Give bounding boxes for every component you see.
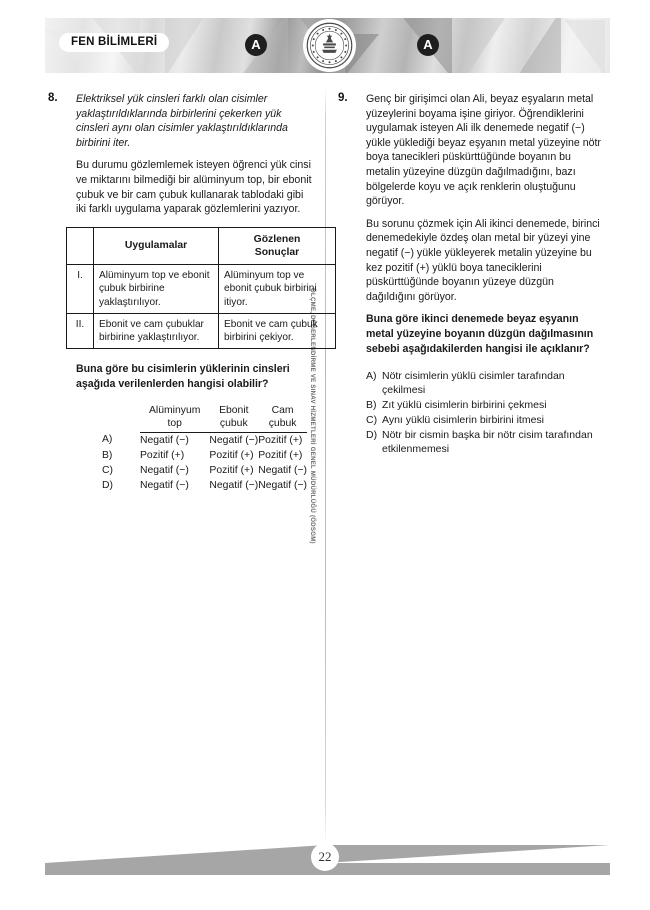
question-9-choices	[366, 369, 603, 456]
options-header-aluminum	[140, 405, 209, 432]
option-c-ebonite: Pozitif (+)	[209, 464, 254, 476]
option-d-ebonite: Negatif (−)	[209, 479, 259, 491]
footer-wing-right	[325, 845, 610, 863]
question-9-paragraph-2: Bu sorunu çözmek için Ali ikinci denemede, birinci denemedekiyle özdeş olan metal bir yüzeyi yine negatif (−) yükle yükleyerek metalin yüzeyine bu kez pozitif (+) yüklü boya taneciklerini püskürttüğünde boyanın yüzeye düzgün dağıldığını görüyor.	[366, 217, 600, 303]
option-c-aluminum: Negatif (−)	[140, 464, 189, 476]
choice-b[interactable]	[366, 398, 603, 412]
choice-c-text: Aynı yüklü cisimlerin birbirini itmesi	[382, 414, 545, 427]
booklet-code-left: A	[245, 34, 267, 56]
question-9	[338, 92, 603, 457]
column-divider	[325, 88, 326, 848]
question-8-options-table	[102, 405, 307, 492]
table-header-applications: Uygulamalar	[94, 227, 219, 264]
row-label-1: I.	[67, 265, 94, 314]
options-header-ebonite	[209, 405, 258, 432]
row-label-2: II.	[67, 313, 94, 348]
option-row-d[interactable]	[102, 478, 307, 493]
option-row-a[interactable]	[102, 432, 307, 448]
choice-d-text: Nötr bir cismin başka bir nötr cisim tarafından etkilenmemesi	[382, 429, 593, 456]
option-c-glass: Negatif (−)	[258, 464, 308, 476]
table-header-row	[67, 227, 336, 264]
choice-a-letter: A)	[366, 370, 377, 383]
options-header-aluminum-line2: top	[167, 417, 182, 429]
options-header-blank	[102, 405, 140, 432]
table-row	[67, 265, 336, 314]
option-d-aluminum: Negatif (−)	[140, 479, 189, 491]
options-header-ebonite-line1: Ebonit	[219, 405, 249, 417]
option-letter-d: D)	[102, 479, 113, 491]
choice-c-letter: C)	[366, 414, 378, 427]
option-a-ebonite: Negatif (−)	[209, 434, 259, 446]
question-9-number: 9.	[338, 92, 348, 104]
table-row	[67, 313, 336, 348]
option-a-aluminum: Negatif (−)	[140, 434, 189, 446]
question-8-prompt: Buna göre bu cisimlerin yüklerinin cinsleri aşağıda verilenlerden hangisi olabilir?	[76, 363, 290, 390]
options-header-row	[102, 405, 307, 432]
option-row-c[interactable]	[102, 463, 307, 478]
option-d-glass: Negatif (−)	[258, 479, 308, 491]
choice-a[interactable]	[366, 369, 603, 397]
choice-d[interactable]	[366, 428, 603, 456]
page-number: 22	[311, 843, 339, 871]
page-footer	[0, 845, 650, 890]
option-letter-b: B)	[102, 449, 113, 461]
choice-d-letter: D)	[366, 429, 378, 442]
table-header-blank	[67, 227, 94, 264]
choice-b-text: Zıt yüklü cisimlerin birbirini çekmesi	[382, 399, 547, 412]
options-header-glass	[258, 405, 307, 432]
table-header-results-line1: Gözlenen	[253, 233, 301, 245]
option-letter-a: A)	[102, 434, 113, 446]
header-facet	[515, 18, 561, 73]
experiments-table	[66, 227, 336, 349]
question-9-body	[366, 92, 603, 456]
question-9-paragraph-1: Genç bir girişimci olan Ali, beyaz eşyaların metal yüzeylerini boyama işine giriyor. Öğrendiklerini uygulamak isteyen Ali ilk denemede negatif (−) yükle yüklediği beyaz eşyanın metal yüzeyine nötr boya tanecikleri püskürttüğünde boyanın bu metalin yüzeyine düzgün dağılmadığını, bazı bölgelerde koyu ve açık renklerin oluştuğunu görüyor.	[366, 93, 601, 208]
subject-title: FEN BİLİMLERİ	[59, 33, 169, 52]
options-header-glass-line2: çubuk	[268, 417, 297, 429]
question-8-stem: Bu durumu gözlemlemek isteyen öğrenci yük cinsi ve miktarını bilmediği bir alüminyum top, bir ebonit çubuk ve bir cam çubuk kullanarak tablodaki gibi iki farklı uygulama yaparak gözlemlerini yazıyor.	[76, 159, 312, 216]
row-result-2: Ebonit ve cam çubuk birbirini çekiyor.	[219, 313, 336, 348]
department-vertical-label: ÖLÇME, DEĞERLENDİRME VE SINAV HİZMETLERİ GENEL MÜDÜRLÜĞÜ (ÖDSGM)	[309, 288, 316, 544]
row-application-2: Ebonit ve cam çubuklar birbirine yaklaştırılıyor.	[94, 313, 219, 348]
option-a-glass: Pozitif (+)	[258, 434, 303, 446]
choice-b-letter: B)	[366, 399, 377, 412]
options-header-aluminum-line1: Alüminyum	[149, 405, 201, 417]
choice-c[interactable]	[366, 413, 603, 427]
turkish-ministry-of-education-emblem-icon	[303, 19, 356, 72]
option-b-ebonite: Pozitif (+)	[209, 449, 254, 461]
question-8-intro: Elektriksel yük cinsleri farklı olan cisimler yaklaştırıldıklarında birbirlerini çekerken yük cinsleri aynı olan cisimler yaklaştırıldıklarında birbirini iter.	[76, 93, 288, 149]
option-row-b[interactable]	[102, 448, 307, 463]
row-result-1: Alüminyum top ve ebonit çubuk birbirini itiyor.	[219, 265, 336, 314]
choice-a-text: Nötr cisimlerin yüklü cisimler tarafından çekilmesi	[382, 370, 565, 397]
table-header-results-line2: Sonuçlar	[254, 246, 300, 258]
options-header-ebonite-line2: çubuk	[219, 417, 248, 429]
question-8-number: 8.	[48, 92, 58, 104]
option-b-glass: Pozitif (+)	[258, 449, 303, 461]
header-facet	[565, 20, 605, 73]
options-header-glass-line1: Cam	[271, 405, 294, 417]
header-facet	[165, 18, 203, 73]
page-header-banner	[45, 18, 610, 73]
booklet-code-right: A	[417, 34, 439, 56]
row-application-1: Alüminyum top ve ebonit çubuk birbirine yaklaştırılıyor.	[94, 265, 219, 314]
footer-wing-left	[45, 845, 325, 863]
question-9-prompt: Buna göre ikinci denemede beyaz eşyanın metal yüzeyine boyanın düzgün dağılmasının sebebi aşağıdakilerden hangisi ile açıklanır?	[366, 313, 594, 355]
option-b-aluminum: Pozitif (+)	[140, 449, 185, 461]
option-letter-c: C)	[102, 464, 113, 476]
table-header-results	[219, 227, 336, 264]
header-facet	[465, 18, 505, 73]
